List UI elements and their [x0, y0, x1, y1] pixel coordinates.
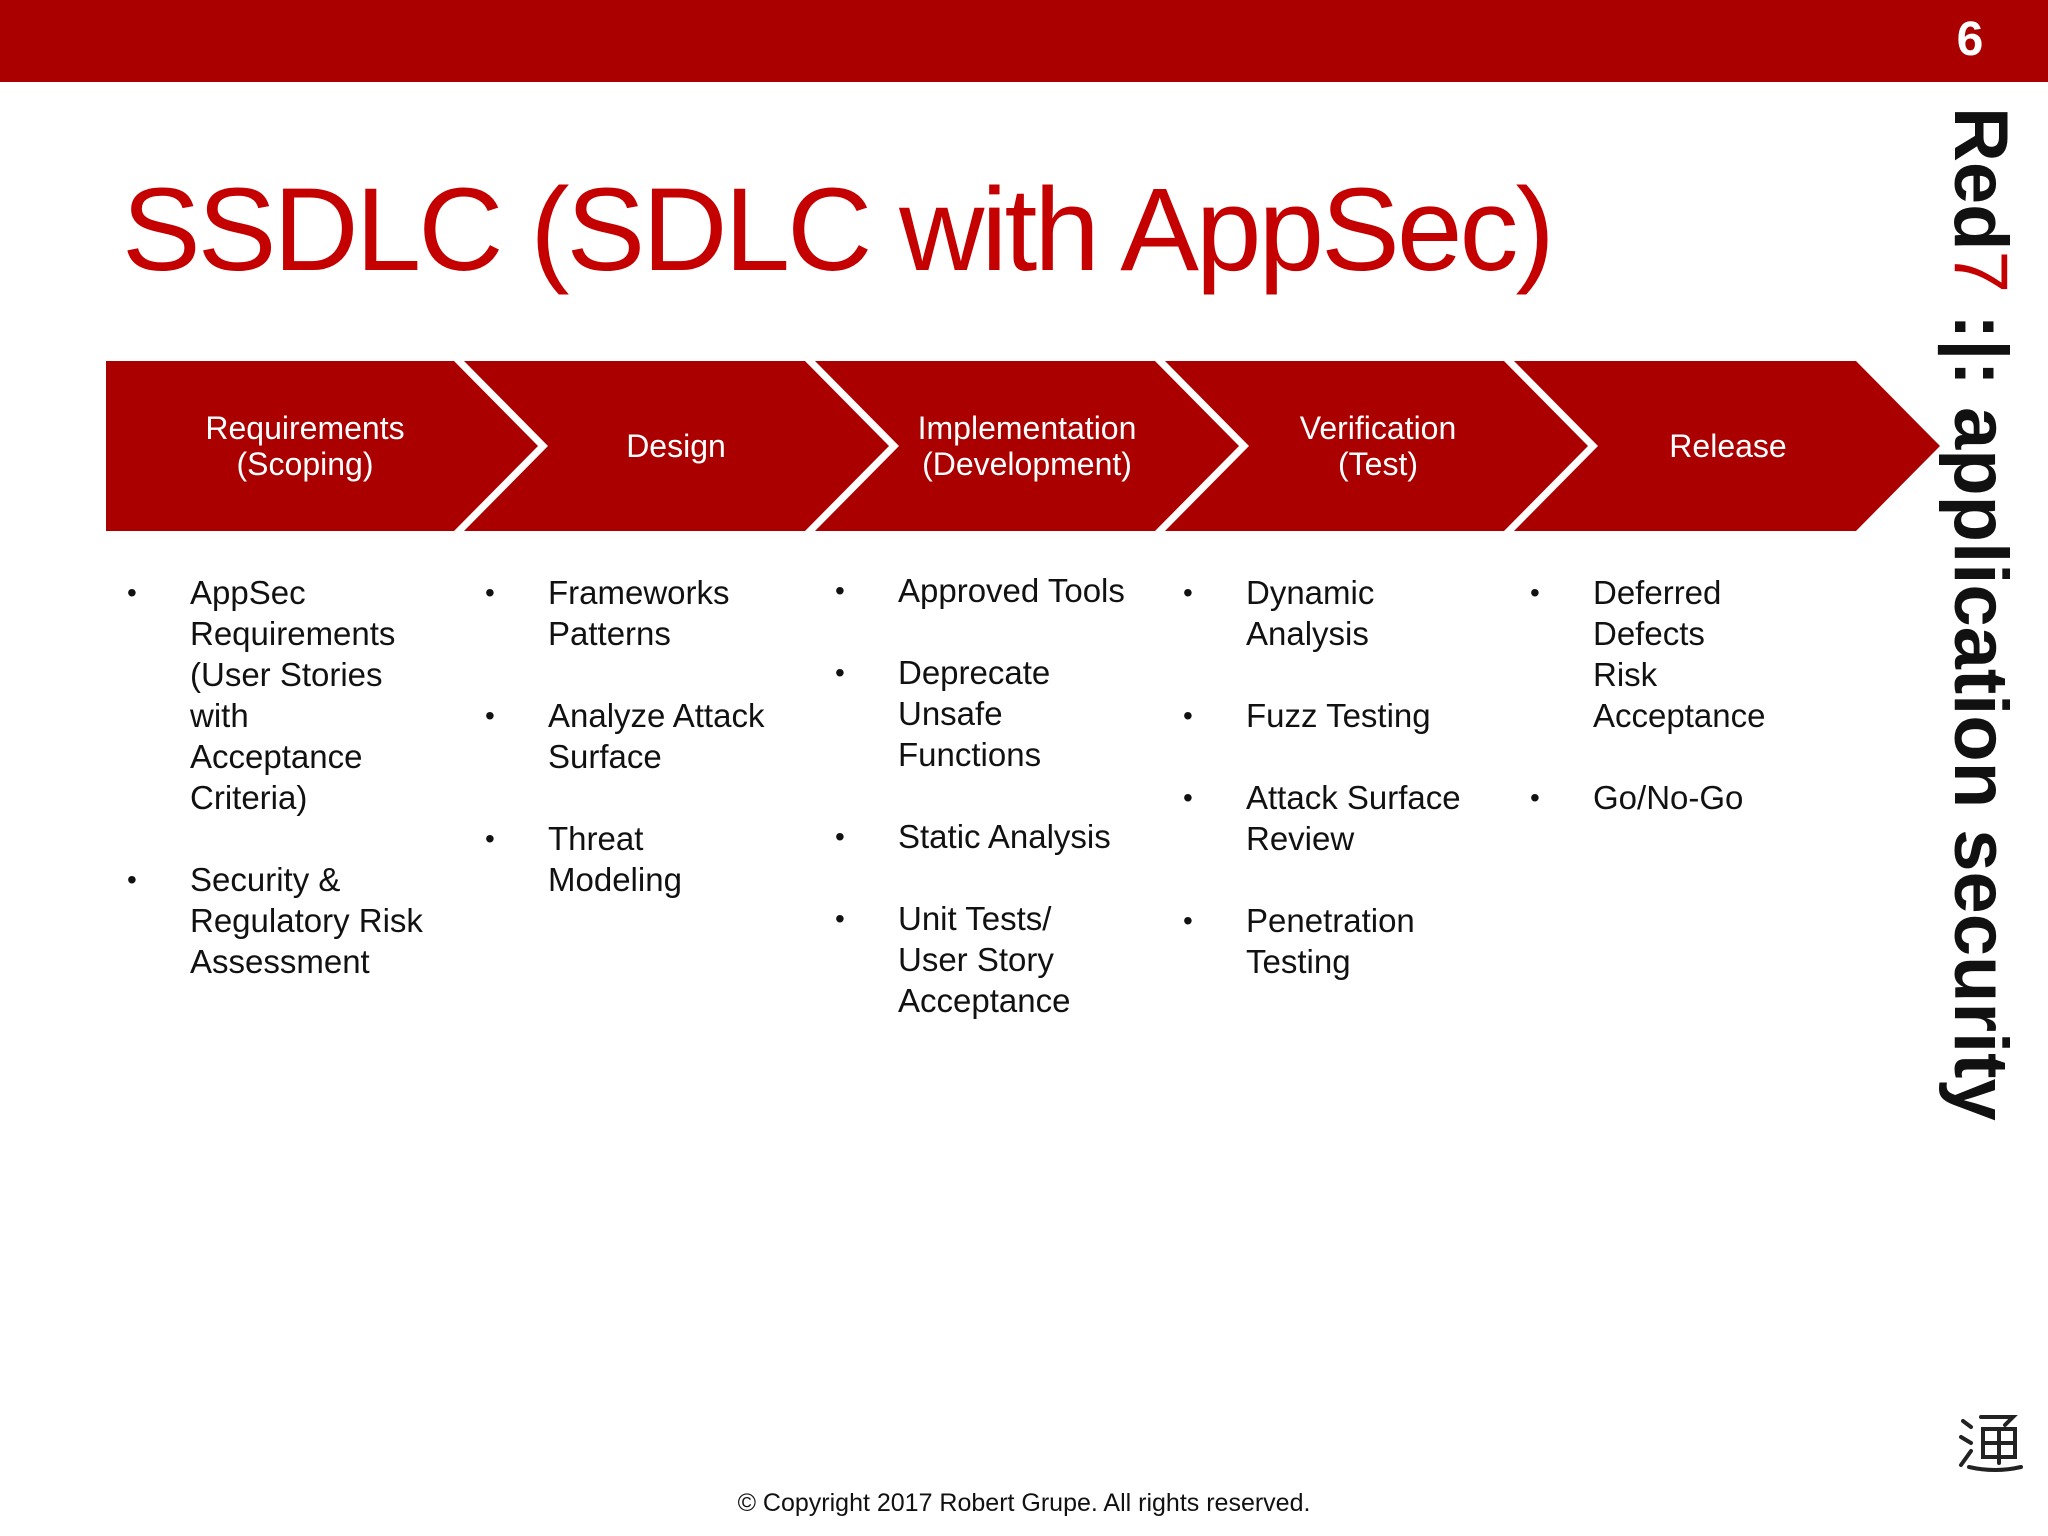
- phase-requirements-label: Requirements (Scoping): [205, 410, 405, 482]
- phase-verification-label: Verification (Test): [1299, 410, 1457, 482]
- requirements-column: [127, 572, 457, 1023]
- kanji-seal-icon: [1955, 1407, 2025, 1477]
- bullet-icon: •: [835, 575, 845, 606]
- list-item-text: Dynamic Analysis: [1246, 574, 1375, 652]
- phase-design-label: Design: [626, 428, 726, 464]
- copyright-footer: © Copyright 2017 Robert Grupe. All rights reserved.: [737, 1489, 1311, 1517]
- bullet-icon: •: [485, 823, 495, 854]
- brand-wordmark: [1938, 107, 2023, 1121]
- list-item-text: Fuzz Testing: [1246, 697, 1431, 734]
- implementation-list: [835, 570, 1170, 1021]
- list-item: [1183, 777, 1518, 859]
- list-item-text: Approved Tools: [898, 572, 1125, 609]
- list-item: [1530, 572, 1865, 736]
- list-item-text: Security & Regulatory Risk Assessment: [190, 861, 423, 980]
- release-column: [1530, 572, 1865, 859]
- design-column: [485, 572, 820, 941]
- list-item-text: Frameworks Patterns: [548, 574, 730, 652]
- list-item: [1183, 695, 1518, 736]
- list-item: [835, 570, 1170, 611]
- list-item-text: Analyze Attack Surface: [548, 697, 765, 775]
- implementation-column: [835, 570, 1170, 1062]
- slide-title: SSDLC (SDLC with AppSec): [122, 164, 1552, 296]
- bullet-icon: •: [835, 657, 845, 688]
- list-item: [485, 818, 820, 900]
- list-item: [1530, 777, 1865, 818]
- list-item-text: Deprecate Unsafe Functions: [898, 654, 1051, 773]
- slide-number: 6: [1956, 13, 1984, 66]
- bullet-icon: •: [835, 903, 845, 934]
- bullet-icon: •: [1530, 782, 1540, 813]
- list-item-text: Go/No-Go: [1593, 779, 1744, 816]
- bullet-icon: •: [1530, 577, 1540, 608]
- brand-name: Red: [1938, 107, 2023, 251]
- bullet-icon: •: [1183, 577, 1193, 608]
- bullet-icon: •: [1183, 905, 1193, 936]
- list-item: [835, 898, 1170, 1021]
- release-list: [1530, 572, 1865, 818]
- brand-seven: 7: [1938, 250, 2023, 293]
- phase-implementation-label: Implementation (Development): [917, 410, 1137, 482]
- list-item-text: AppSec Requirements (User Stories with Acceptance Criteria): [190, 574, 396, 816]
- list-item-text: Unit Tests/ User Story Acceptance: [898, 900, 1071, 1019]
- bullet-icon: •: [1183, 782, 1193, 813]
- brand-tagline: :|: application security: [1938, 292, 2023, 1121]
- list-item-text: Static Analysis: [898, 818, 1111, 855]
- list-item: [1183, 572, 1518, 654]
- bullet-icon: •: [127, 864, 137, 895]
- bullet-icon: •: [1183, 700, 1193, 731]
- list-item: [1183, 900, 1518, 982]
- list-item: [127, 572, 457, 818]
- list-item-text: Penetration Testing: [1246, 902, 1415, 980]
- list-item-text: Deferred Defects Risk Acceptance: [1593, 574, 1766, 734]
- bullet-icon: •: [127, 577, 137, 608]
- verification-column: [1183, 572, 1518, 1023]
- requirements-list: [127, 572, 457, 982]
- bullet-icon: •: [835, 821, 845, 852]
- side-brand: [1938, 107, 2023, 1187]
- list-item-text: Threat Modeling: [548, 820, 682, 898]
- list-item: [127, 859, 457, 982]
- phase-release-label: Release: [1669, 428, 1787, 464]
- verification-list: [1183, 572, 1518, 982]
- bullet-icon: •: [485, 700, 495, 731]
- list-item: [835, 652, 1170, 775]
- list-item: [835, 816, 1170, 857]
- list-item-text: Attack Surface Review: [1246, 779, 1461, 857]
- design-list: [485, 572, 820, 900]
- list-item: [485, 572, 820, 654]
- bullet-icon: •: [485, 577, 495, 608]
- list-item: [485, 695, 820, 777]
